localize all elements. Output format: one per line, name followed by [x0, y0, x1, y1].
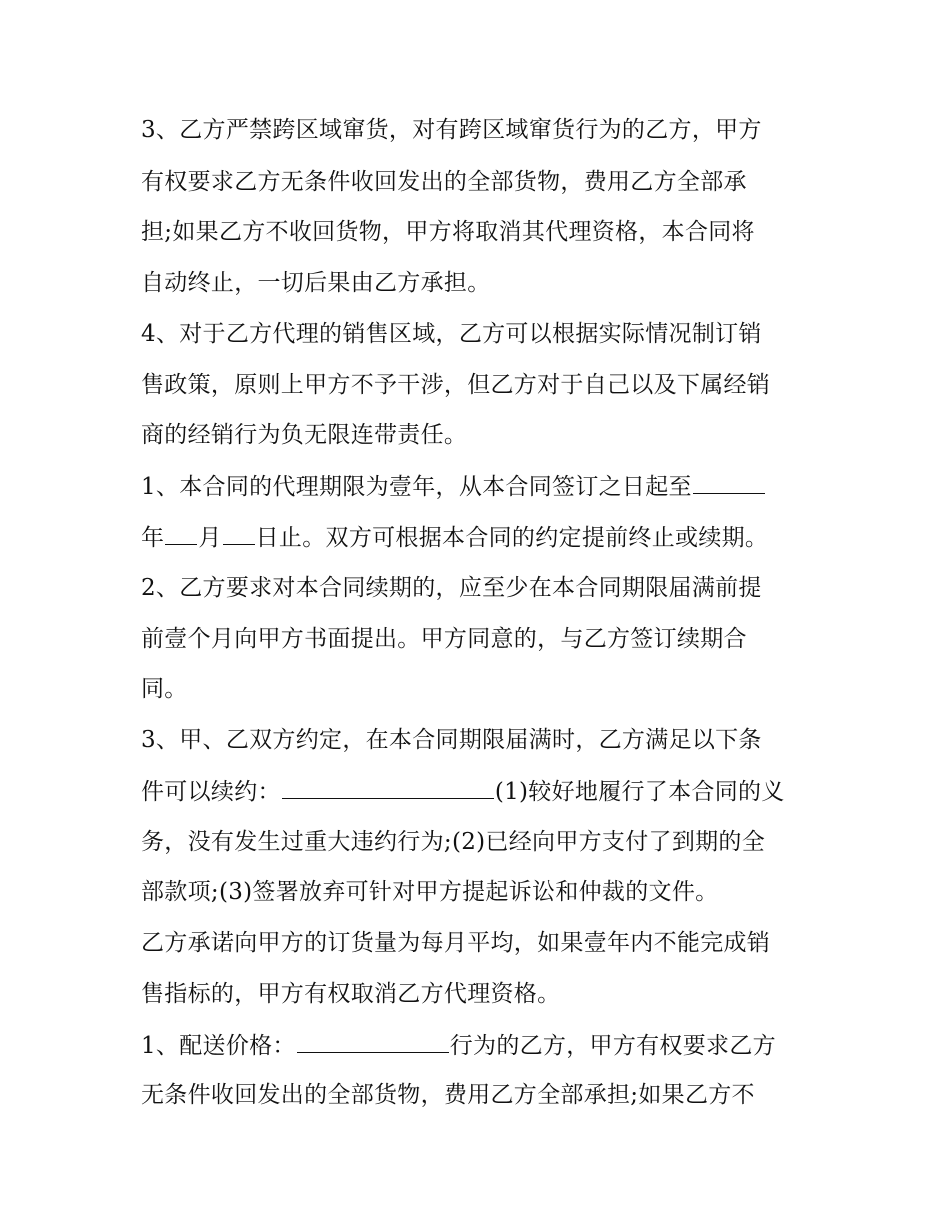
text-line — [141, 1030, 821, 1061]
text-line — [141, 827, 821, 857]
text-span: 行为的乙方，甲方有权要求乙方 — [449, 1033, 776, 1059]
blank-underline — [693, 471, 765, 494]
text-span: 1、配送价格： — [141, 1033, 296, 1059]
text-span: 售政策，原则上甲方不予干涉，但乙方对于自己以及下属经销 — [141, 372, 771, 398]
text-line — [141, 624, 821, 654]
text-line — [141, 776, 821, 807]
text-span: 3、甲、乙双方约定，在本合同期限届满时，乙方满足以下条 — [141, 727, 762, 753]
text-line — [141, 725, 821, 755]
text-span: 乙方承诺向甲方的订货量为每月平均，如果壹年内不能完成销 — [141, 930, 771, 956]
text-line — [141, 674, 821, 704]
text-span: 部款项;(3)签署放弃可针对甲方提起诉讼和仲裁的文件。 — [141, 879, 719, 905]
text-span: 有权要求乙方无条件收回发出的全部货物，费用乙方全部承 — [141, 169, 747, 195]
text-line — [141, 217, 821, 247]
text-span: 日止。双方可根据本合同的约定提前终止或续期。 — [255, 525, 769, 551]
blank-underline — [297, 1030, 449, 1053]
blank-underline — [282, 776, 494, 799]
text-line — [141, 115, 821, 145]
text-span: 担;如果乙方不收回货物，甲方将取消其代理资格，本合同将 — [141, 219, 755, 245]
text-line — [141, 979, 821, 1009]
text-line — [141, 167, 821, 197]
text-line — [141, 928, 821, 958]
text-span: 自动终止，一切后果由乙方承担。 — [141, 270, 491, 296]
text-line — [141, 420, 821, 450]
text-span: 4、对于乙方代理的销售区域，乙方可以根据实际情况制订销 — [141, 321, 762, 347]
text-span: 售指标的，甲方有权取消乙方代理资格。 — [141, 981, 561, 1007]
text-span: 前壹个月向甲方书面提出。甲方同意的，与乙方签订续期合 — [141, 626, 747, 652]
blank-underline — [223, 522, 255, 545]
text-line — [141, 522, 821, 553]
text-line — [141, 1080, 821, 1110]
text-span: 务，没有发生过重大违约行为;(2)已经向甲方支付了到期的全 — [141, 829, 766, 855]
text-line — [141, 319, 821, 349]
text-span: (1)较好地履行了本合同的义 — [494, 779, 785, 805]
text-span: 件可以续约： — [141, 779, 281, 805]
text-span: 月 — [198, 525, 222, 551]
text-span: 2、乙方要求对本合同续期的，应至少在本合同期限届满前提 — [141, 575, 762, 601]
text-line — [141, 573, 821, 603]
blank-underline — [165, 522, 197, 545]
text-span: 3、乙方严禁跨区域窜货，对有跨区域窜货行为的乙方，甲方 — [141, 117, 762, 143]
text-line — [141, 370, 821, 400]
text-span: 同。 — [141, 676, 188, 702]
text-line — [141, 268, 821, 298]
text-line — [141, 877, 821, 907]
text-span: 年 — [141, 525, 165, 551]
text-span: 无条件收回发出的全部货物，费用乙方全部承担;如果乙方不 — [141, 1082, 755, 1108]
text-line — [141, 471, 821, 502]
text-span: 商的经销行为负无限连带责任。 — [141, 422, 468, 448]
text-span: 1、本合同的代理期限为壹年，从本合同签订之日起至 — [141, 474, 692, 500]
